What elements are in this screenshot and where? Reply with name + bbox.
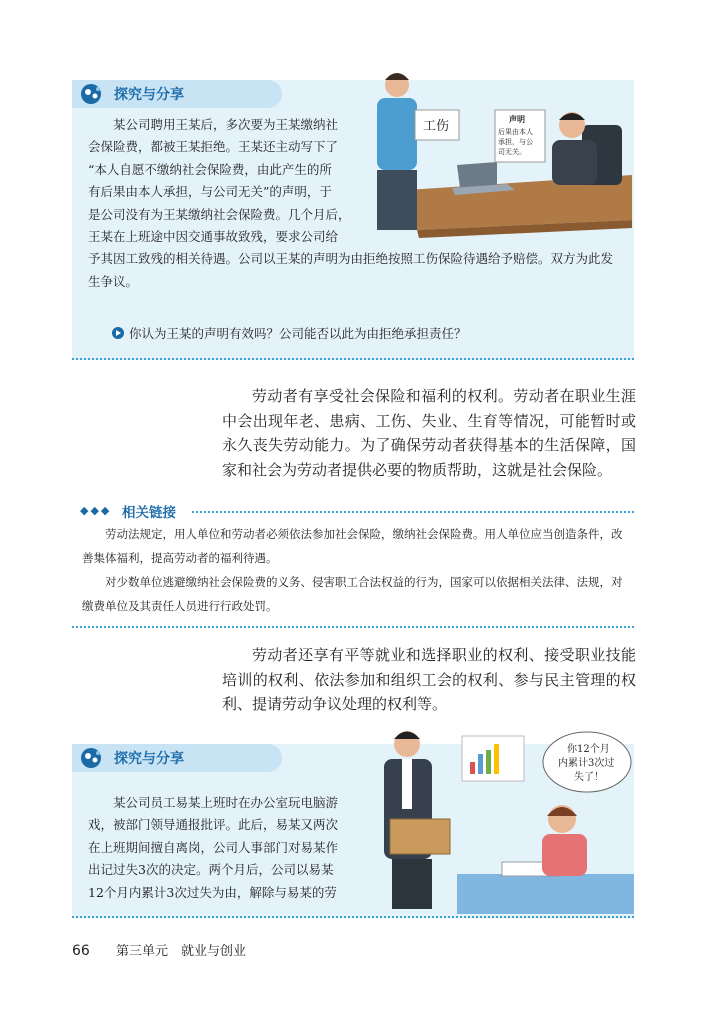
discussion-question — [112, 324, 467, 342]
related-link-text — [82, 522, 627, 618]
dotted-divider — [192, 511, 634, 513]
sign-right-line: 后果由本人 — [498, 128, 533, 136]
sign-right-line: 司无关。 — [498, 148, 526, 156]
sign-right-line: 承担，与公 — [498, 138, 533, 146]
arrow-bullet-icon — [112, 327, 124, 339]
explore-share-box-2 — [72, 744, 634, 918]
related-link-title: 相关链接 — [122, 501, 182, 521]
story-text — [88, 114, 614, 293]
explore-share-box-1 — [72, 80, 634, 360]
related-link-header — [72, 500, 634, 522]
story-line: 某公司员工易某上班时在办公室玩电脑游 — [113, 795, 339, 810]
story-line: 在上班期间擅自离岗，公司人事部门对易某作 — [88, 839, 339, 855]
story-line: “本人自愿不缴纳社会保险费，由此产生的所 — [88, 161, 332, 177]
story-line: 予其因工致残的相关待遇。公司以王某的声明为由拒绝按照工伤保险待遇给予赔偿。双方为此发 — [88, 251, 614, 267]
story-line: 王某在上班途中因交通事故致残，要求公司给 — [88, 229, 339, 245]
related-paragraph: 劳动法规定，用人单位和劳动者必须依法参加社会保险，缴纳社会保险费。用人单位应当创造条件，改善集体福利，提高劳动者的福利待遇。 — [82, 527, 623, 565]
page-footer — [72, 940, 246, 959]
diamond-icons: ◆◆◆ — [80, 504, 112, 517]
bubble-line: 你12个月 — [567, 744, 610, 755]
page-number: 66 — [72, 943, 90, 959]
story-line: 是公司没有为王某缴纳社会保险费。几个月后， — [88, 206, 351, 222]
bubble-line: 内累计3次过 — [558, 758, 615, 769]
related-paragraph: 对少数单位逃避缴纳社会保险费的义务、侵害职工合法权益的行为，国家可以依据相关法律、法规，对缴费单位及其责任人员进行行政处罚。 — [82, 575, 623, 613]
story-line: 生争议。 — [88, 273, 139, 289]
paragraph-text: 劳动者还享有平等就业和选择职业的权利、接受职业技能培训的权利、依法参加和组织工会的权利、参与民主管理的权利、提请劳动争议处理的权利等。 — [222, 646, 636, 713]
question-text: 你认为王某的声明有效吗？公司能否以此为由拒绝承担责任？ — [129, 326, 467, 341]
main-paragraph-2 — [222, 643, 636, 717]
section-title: 探究与分享 — [114, 87, 184, 103]
story-line: 戏，被部门领导通报批评。此后，易某又两次 — [88, 817, 339, 833]
explore-icon — [80, 747, 104, 769]
main-paragraph-1 — [222, 384, 636, 482]
dotted-divider — [72, 626, 634, 628]
unit-title: 第三单元 就业与创业 — [115, 944, 246, 959]
story-line: 会保险费，都被王某拒绝。王某还主动写下了 — [88, 139, 339, 155]
section-tab — [72, 80, 282, 108]
section-tab — [72, 744, 282, 772]
bubble-line: 失了！ — [574, 772, 604, 783]
section-title: 探究与分享 — [114, 751, 184, 767]
story-line: 某公司聘用王某后，多次要为王某缴纳社 — [113, 117, 339, 132]
paragraph-text: 劳动者有享受社会保险和福利的权利。劳动者在职业生涯中会出现年老、患病、工伤、失业、生育等情况，可能暂时或永久丧失劳动能力。为了确保劳动者获得基本的生活保障，国家和社会为劳动者提供必要的物质帮助，这就是社会保险。 — [222, 387, 636, 479]
story-line: 12个月内累计3次过失为由，解除与易某的劳 — [88, 884, 337, 900]
story-line: 出记过失3次的决定。两个月后，公司以易某 — [88, 862, 334, 878]
illustration-worker-and-boss — [357, 70, 632, 240]
sign-right-title: 声明 — [509, 115, 525, 124]
sign-left-text: 工伤 — [423, 119, 450, 134]
story-line: 有后果由本人承担，与公司无关”的声明，于 — [88, 184, 332, 200]
explore-icon — [80, 83, 104, 105]
story-text — [88, 792, 373, 904]
illustration-dismissal — [362, 724, 634, 914]
